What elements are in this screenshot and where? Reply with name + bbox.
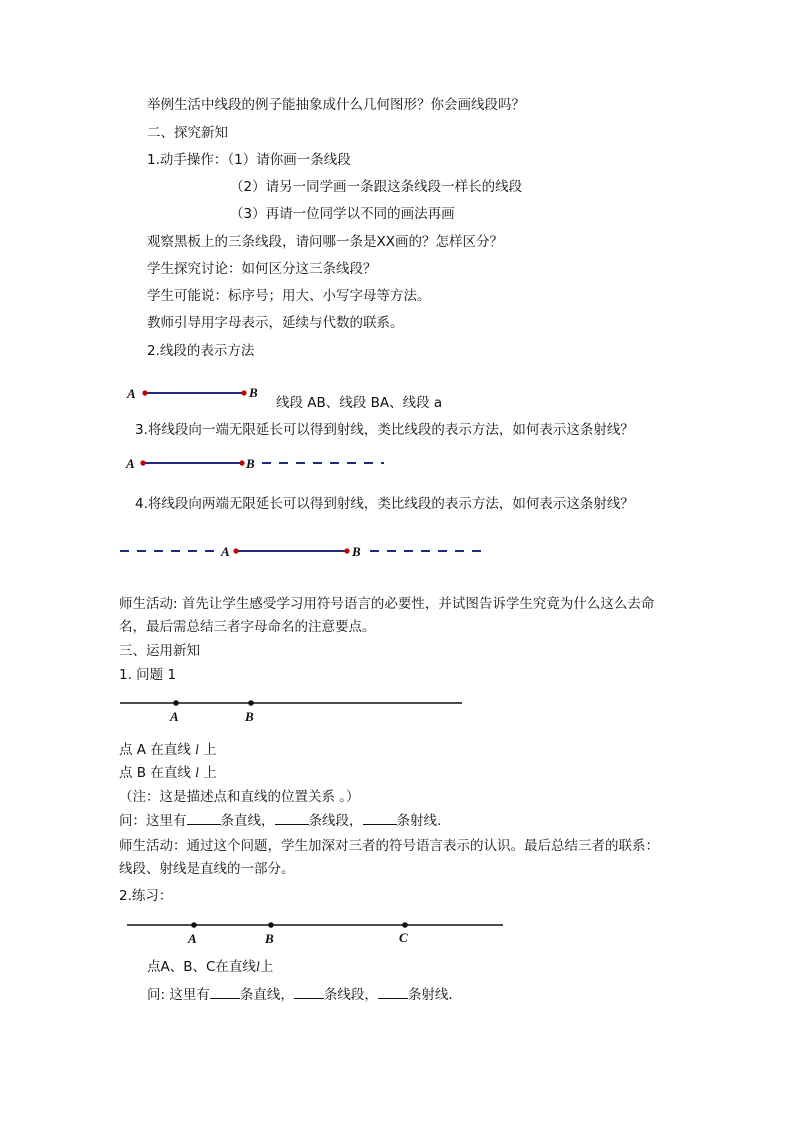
problem-1-question: 问：这里有 条直线， 条线段， 条射线. bbox=[119, 813, 442, 829]
relation-note: （注：这是描述点和直线的位置关系 。） bbox=[119, 789, 360, 805]
activity-note-3: 师生活动：通过这个问题，学生加深对三者的符号语言表示的认识。最后总结三者的联系： bbox=[119, 838, 659, 854]
segment-endpoint-b bbox=[241, 390, 246, 395]
section-heading-3: 三、运用新知 bbox=[119, 643, 200, 659]
ray-question: 3.将线段向一端无限延长可以得到射线，类比线段的表示方法，如何表示这条射线？ bbox=[135, 422, 634, 438]
problem-1-point-b bbox=[248, 700, 254, 706]
ray-endpoint-a bbox=[140, 460, 145, 465]
intro-question: 举例生活中线段的例子能抽象成什么几何图形？你会画线段吗？ bbox=[147, 97, 525, 113]
teacher-guide: 教师引导用字母表示，延续与代数的联系。 bbox=[147, 315, 404, 331]
activity-step-2: （2）请另一同学画一条跟这条线段一样长的线段 bbox=[230, 179, 523, 195]
notation-heading: 2.线段的表示方法 bbox=[147, 343, 255, 359]
practice-point-a bbox=[191, 922, 197, 928]
practice-label-c: C bbox=[399, 930, 408, 945]
practice-point-b bbox=[268, 922, 274, 928]
activity-note-2: 名，最后需总结三者字母命名的注意要点。 bbox=[119, 619, 376, 635]
activity-step-1: 1.动手操作：（1）请你画一条线段 bbox=[147, 152, 351, 168]
discuss-text: 学生探究讨论：如何区分这三条线段？ bbox=[147, 261, 377, 277]
problem-1-label-a: A bbox=[170, 709, 179, 724]
practice-label-a: A bbox=[188, 931, 197, 946]
activity-step-3: （3）再请一位同学以不同的画法再画 bbox=[230, 206, 455, 222]
ray-label-b: B bbox=[246, 456, 255, 471]
problem-1-label-b: B bbox=[245, 709, 254, 724]
observe-text: 观察黑板上的三条线段，请问哪一条是XX画的？怎样区分？ bbox=[147, 234, 503, 250]
practice-question: 问: 这里有 条直线， 条线段， 条射线. bbox=[147, 987, 453, 1003]
line-label-b: B bbox=[352, 544, 361, 559]
practice-label-b: B bbox=[265, 931, 274, 946]
student-answer: 学生可能说：标序号；用大、小写字母等方法。 bbox=[147, 288, 431, 304]
activity-note-4: 线段、射线是直线的一部分。 bbox=[119, 861, 295, 877]
line-label-a: A bbox=[221, 544, 230, 559]
point-a-statement: 点 A 在直线 l 上 bbox=[119, 742, 217, 758]
activity-note-1: 师生活动: 首先让学生感受学习用符号语言的必要性，并试图告诉学生究竟为什么这么去命 bbox=[119, 596, 655, 612]
segment-names: 线段 AB、线段 BA、线段 a bbox=[276, 395, 443, 411]
line-question: 4.将线段向两端无限延长可以得到射线，类比线段的表示方法，如何表示这条射线？ bbox=[135, 496, 634, 512]
line-point-a bbox=[233, 548, 238, 553]
practice-heading: 2.练习： bbox=[119, 888, 173, 904]
problem-1-point-a bbox=[173, 700, 179, 706]
segment-label-b: B bbox=[249, 385, 258, 400]
problem-1-heading: 1. 问题 1 bbox=[119, 667, 177, 683]
section-heading-2: 二、探究新知 bbox=[147, 125, 228, 141]
segment-endpoint-a bbox=[142, 390, 147, 395]
practice-point-c bbox=[402, 922, 408, 928]
ray-label-a: A bbox=[126, 456, 135, 471]
ray-endpoint-b bbox=[239, 460, 244, 465]
point-b-statement: 点 B 在直线 l 上 bbox=[119, 765, 217, 781]
line-point-b bbox=[344, 548, 349, 553]
segment-label-a: A bbox=[127, 386, 136, 401]
practice-statement: 点A、B、C在直线l上 bbox=[147, 959, 274, 975]
